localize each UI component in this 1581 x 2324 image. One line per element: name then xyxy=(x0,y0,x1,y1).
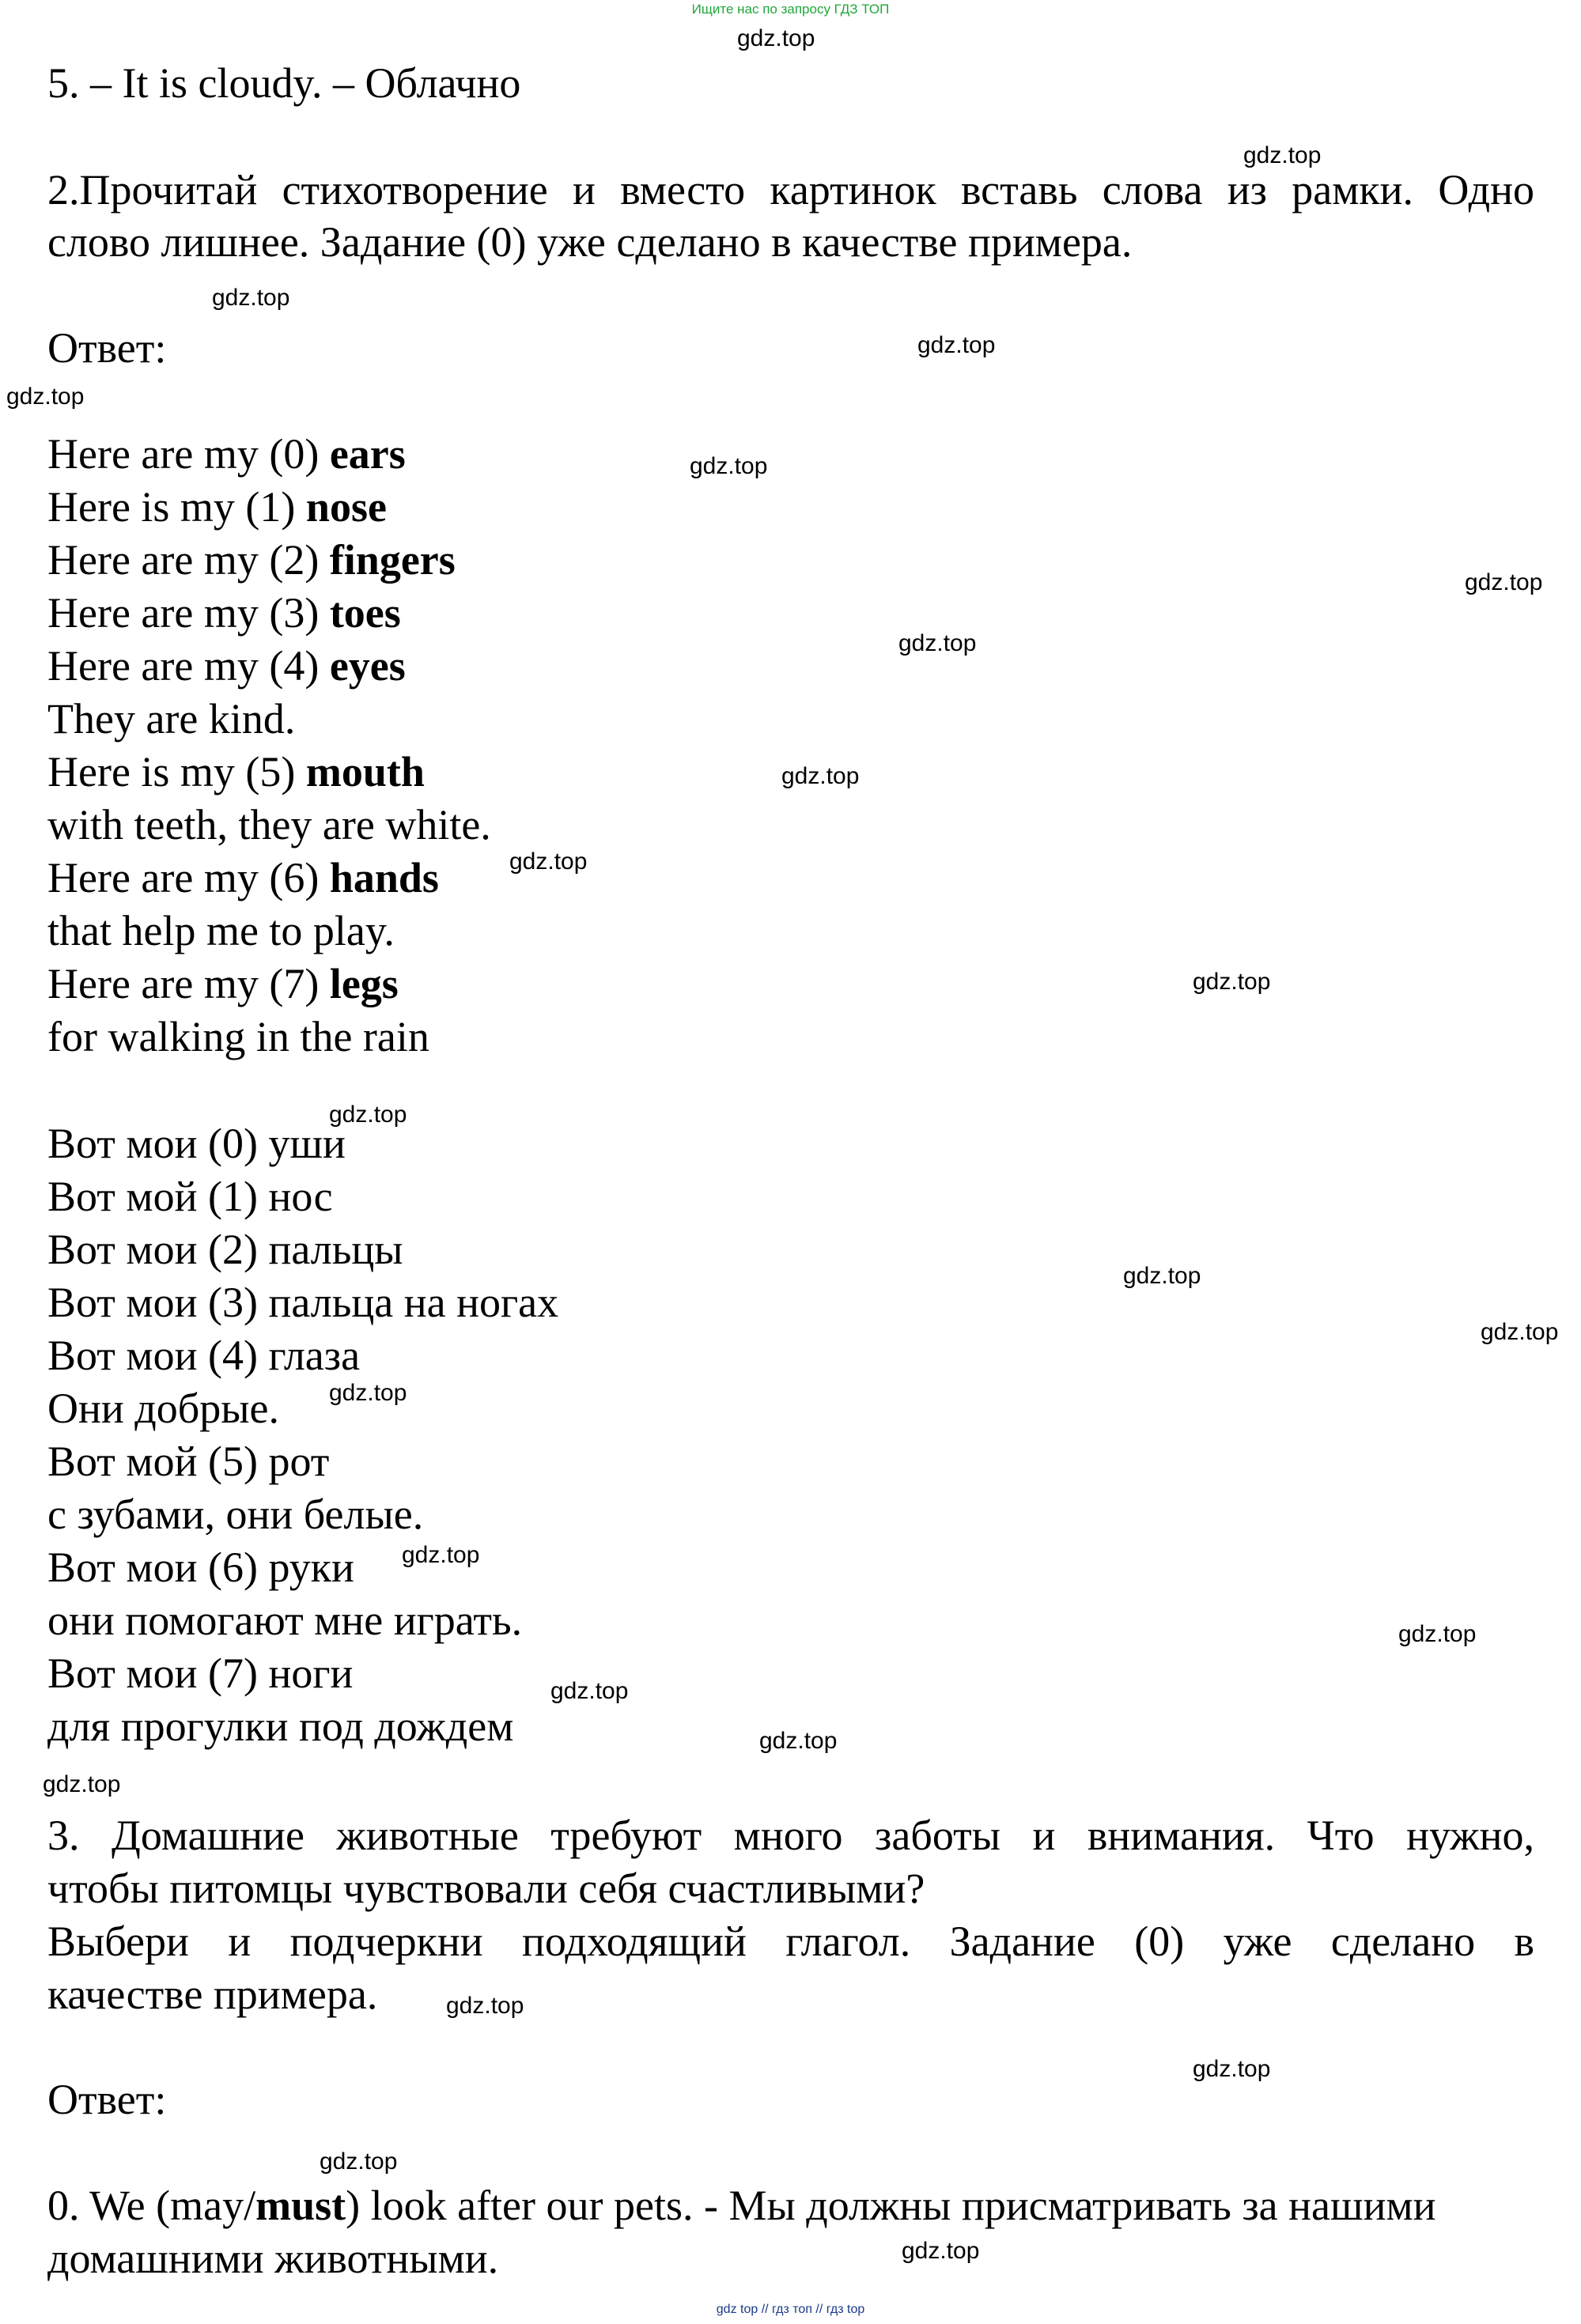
poem-en-line: Here are my (7) legs xyxy=(47,960,399,1007)
poem-ru-line: для прогулки под дождем xyxy=(47,1702,514,1750)
header-note: Ищите нас по запросу ГДЗ ТОП xyxy=(691,2,890,17)
watermark: gdz.top xyxy=(1481,1319,1559,1345)
poem-en-line: that help me to play. xyxy=(47,907,395,954)
watermark: gdz.top xyxy=(402,1542,480,1568)
watermark: gdz.top xyxy=(1123,1263,1201,1289)
poem-ru-line: с зубами, они белые. xyxy=(47,1491,424,1538)
poem-ru-line: Вот мои (4) глаза xyxy=(47,1332,361,1379)
poem-en-line: Here is my (1) nose xyxy=(47,483,387,531)
task3-example-line1: 0. We (may/must) look after our pets. - Мы должны присматривать за нашими xyxy=(47,2182,1436,2229)
poem-ru-line: они помогают мне играть. xyxy=(47,1597,523,1644)
poem-en-line: with teeth, they are white. xyxy=(47,801,491,848)
poem-ru-line: Вот мои (3) пальца на ногах xyxy=(47,1279,559,1326)
task3-instruction-line2: чтобы питомцы чувствовали себя счастливыми? xyxy=(47,1865,925,1912)
watermark: gdz.top xyxy=(781,763,860,789)
watermark: gdz.top xyxy=(320,2148,398,2175)
poem-en-line: Here are my (0) ears xyxy=(47,430,406,478)
watermark: gdz.top xyxy=(690,453,768,479)
poem-en-line: Here are my (2) fingers xyxy=(47,536,456,584)
watermark: gdz.top xyxy=(737,25,815,51)
watermark: gdz.top xyxy=(446,1993,524,2019)
poem-en-line: Here are my (4) eyes xyxy=(47,642,406,690)
poem-en-line: They are kind. xyxy=(47,695,296,743)
watermark: gdz.top xyxy=(509,848,588,875)
watermark: gdz.top xyxy=(898,630,977,656)
watermark: gdz.top xyxy=(917,332,996,358)
intro-line: 5. – It is cloudy. – Облачно xyxy=(47,59,521,107)
poem-ru-line: Вот мои (0) уши xyxy=(47,1120,346,1167)
task3-answer-label: Ответ: xyxy=(47,2076,167,2123)
poem-ru-line: Вот мой (1) нос xyxy=(47,1173,333,1220)
poem-ru-line: Они добрые. xyxy=(47,1385,279,1432)
watermark: gdz.top xyxy=(759,1728,838,1754)
task3-instruction-line1: 3. Домашние животные требуют много заботы и внимания. Что нужно, xyxy=(47,1812,1534,1859)
poem-ru-line: Вот мой (5) рот xyxy=(47,1438,330,1485)
poem-en-line: Here are my (6) hands xyxy=(47,854,439,901)
task2-instruction-line1: 2.Прочитай стихотворение и вместо картинок вставь слова из рамки. Одно xyxy=(47,166,1534,214)
watermark: gdz.top xyxy=(329,1380,407,1406)
poem-ru-line: Вот мои (6) руки xyxy=(47,1544,354,1591)
poem-en-line: Here are my (3) toes xyxy=(47,589,401,637)
poem-ru-line: Вот мои (7) ноги xyxy=(47,1649,354,1697)
watermark: gdz.top xyxy=(1193,2056,1271,2082)
watermark: gdz.top xyxy=(1465,569,1543,595)
task3-instruction-line3: Выбери и подчеркни подходящий глагол. Задание (0) уже сделано в xyxy=(47,1918,1534,1965)
watermark: gdz.top xyxy=(43,1771,121,1797)
watermark: gdz.top xyxy=(902,2238,980,2264)
watermark: gdz.top xyxy=(6,384,85,410)
task3-example-line2: домашними животными. xyxy=(47,2235,499,2282)
watermark: gdz.top xyxy=(329,1102,407,1128)
watermark: gdz.top xyxy=(1243,142,1322,168)
poem-en-line: for walking in the rain xyxy=(47,1013,429,1060)
task3-instruction-line4: качестве примера. xyxy=(47,1971,378,2018)
watermark: gdz.top xyxy=(212,285,290,311)
watermark: gdz.top xyxy=(550,1678,629,1704)
watermark: gdz.top xyxy=(1193,969,1271,995)
poem-en-line: Here is my (5) mouth xyxy=(47,748,425,795)
poem-ru-line: Вот мои (2) пальцы xyxy=(47,1226,403,1273)
task2-answer-label: Ответ: xyxy=(47,324,167,372)
footer-note: gdz top // гдз топ // гдз top xyxy=(716,2303,865,2316)
watermark: gdz.top xyxy=(1398,1621,1477,1647)
task2-instruction-line2: слово лишнее. Задание (0) уже сделано в качестве примера. xyxy=(47,218,1133,266)
